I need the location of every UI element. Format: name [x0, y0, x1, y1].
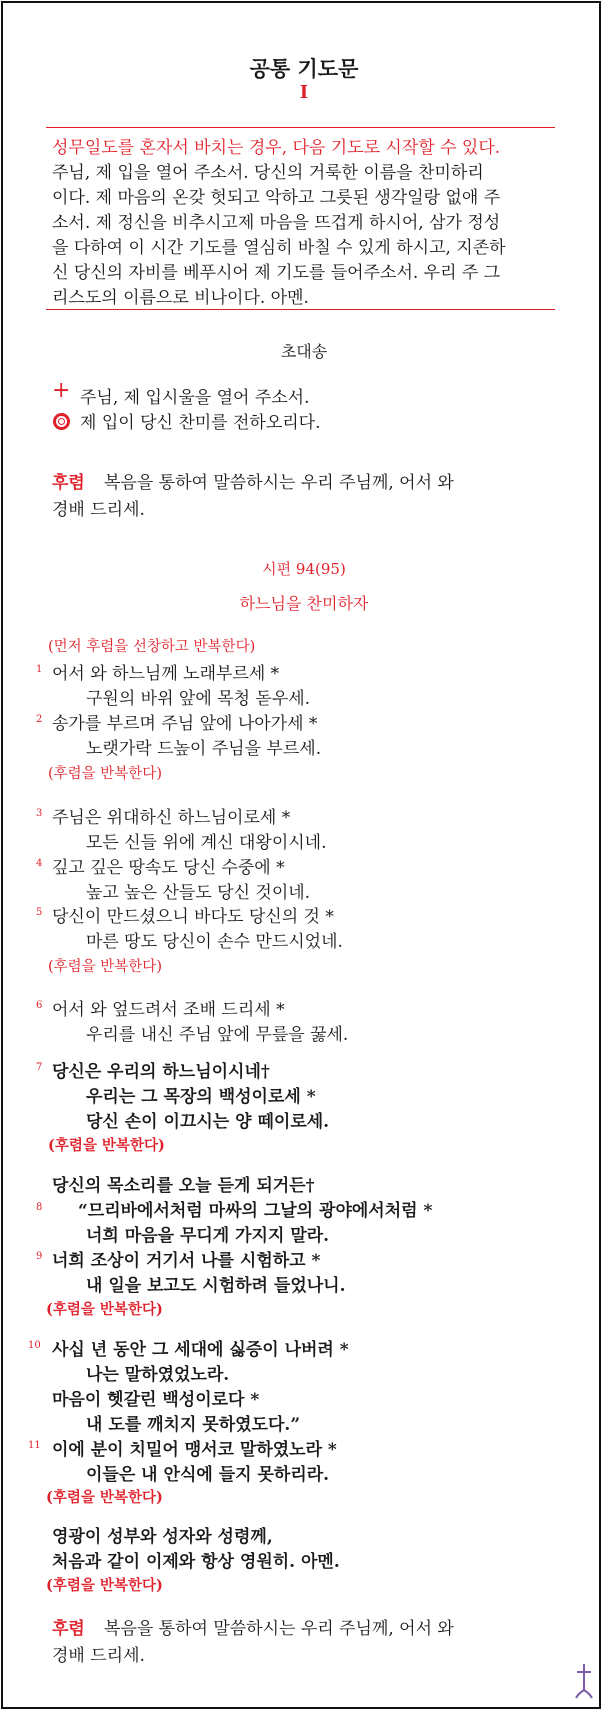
psalm-subtitle: 하느님을 찬미하자: [239, 594, 369, 613]
opening-line: 이다. 제 마음의 온갖 헛되고 악하고 그릇된 생각일랑 없애 주: [52, 188, 501, 208]
verse-number: 3: [36, 808, 43, 819]
psalm-line: 당신의 목소리를 오늘 듣게 되거든†: [52, 1176, 315, 1196]
verse-number: 4: [36, 858, 43, 869]
doxology-line: 영광이 성부와 성자와 성령께,: [52, 1527, 273, 1547]
verse-number: 2: [36, 714, 43, 725]
cross-icon: +: [52, 378, 71, 403]
opening-line: 주님, 제 입을 열어 주소서. 당신의 거룩한 이름을 찬미하리: [52, 163, 484, 183]
opening-line: 신 당신의 자비를 베푸시어 제 기도를 들어주소서. 우리 주 그: [52, 263, 501, 283]
psalm-line: 마음이 헷갈린 백성이로다 *: [52, 1390, 260, 1410]
psalm-line: 나는 말하였었노라.: [86, 1365, 230, 1385]
verse-number: 11: [28, 1440, 41, 1451]
opening-instruction: 성무일도를 혼자서 바치는 경우, 다음 기도로 시작할 수 있다.: [52, 138, 501, 158]
verse-number: 1: [36, 664, 43, 675]
doxology-line: 처음과 같이 이제와 항상 영원히. 아멘.: [52, 1552, 340, 1572]
psalm-line: 어서 와 엎드려서 조배 드리세 *: [52, 1000, 285, 1020]
verse-number: 10: [28, 1340, 41, 1351]
psalm-line: 주님은 위대하신 하느님이로세 *: [52, 808, 291, 828]
rubric: (후렴을 반복한다): [48, 959, 162, 975]
psalm-line: 구원의 바위 앞에 목청 돋우세.: [86, 689, 311, 709]
rubric: (후렴을 반복한다): [46, 1301, 163, 1318]
rubric: (후렴을 반복한다): [48, 766, 162, 782]
response-text: 제 입이 당신 찬미를 전하오리다.: [80, 413, 321, 433]
bottom-rule: [46, 309, 555, 310]
psalm-line: 깊고 깊은 땅속도 당신 수중에 *: [52, 858, 285, 878]
rubric: (후렴을 반복한다): [46, 1489, 163, 1506]
psalm-line: 너희 마음을 무디게 가지지 말라.: [86, 1226, 330, 1246]
corner-mark-icon: [572, 1660, 596, 1700]
antiphon-text: 경배 드리세.: [52, 1646, 145, 1666]
antiphon-text: 경배 드리세.: [52, 500, 145, 520]
psalm-line: 당신이 만드셨으니 바다도 당신의 것 *: [52, 907, 334, 927]
psalm-line: “므리바에서처럼 마싸의 그날의 광야에서처럼 *: [78, 1201, 433, 1221]
rubric: (후렴을 반복한다): [46, 1577, 163, 1594]
opening-line: 을 다하여 이 시간 기도를 열심히 바칠 수 있게 하시고, 지존하: [52, 238, 506, 258]
psalm-line: 당신은 우리의 하느님이시네†: [52, 1062, 270, 1082]
top-rule: [46, 127, 555, 128]
psalm-line: 어서 와 하느님께 노래부르세 *: [52, 664, 280, 684]
verse-number: 7: [36, 1062, 43, 1073]
psalm-number: 시편 94(95): [262, 560, 346, 578]
opening-line: 소서. 제 정신을 비추시고제 마음을 뜨겁게 하시어, 삼가 정성: [52, 213, 501, 233]
psalm-line: 모든 신들 위에 계신 대왕이시네.: [86, 833, 327, 853]
psalm-line: 당신 손이 이끄시는 양 떼이로세.: [86, 1112, 330, 1132]
psalm-line: 우리를 내신 주님 앞에 무릎을 꿇세.: [86, 1025, 349, 1045]
rubric: (먼저 후렴을 선창하고 반복한다): [48, 639, 256, 655]
psalm-line: 송가를 부르며 주님 앞에 나아가세 *: [52, 714, 318, 734]
verse-number: 5: [36, 907, 43, 918]
antiphon-text: 복음을 통하여 말씀하시는 우리 주님께, 어서 와: [104, 473, 454, 493]
antiphon-text: 복음을 통하여 말씀하시는 우리 주님께, 어서 와: [104, 1619, 454, 1639]
psalm-line: 높고 높은 산들도 당신 것이네.: [86, 883, 311, 903]
verse-number: 9: [36, 1251, 43, 1262]
psalm-line: 이에 분이 치밀어 맹서코 말하였노라 *: [52, 1440, 337, 1460]
rubric: (후렴을 반복한다): [48, 1137, 165, 1154]
verse-number: 8: [36, 1202, 43, 1213]
psalm-line: 사십 년 동안 그 세대에 싫증이 나버려 *: [52, 1340, 349, 1360]
verse-number: 6: [36, 1000, 43, 1011]
psalm-line: 마른 땅도 당신이 손수 만드시었네.: [86, 932, 343, 952]
ring-icon: [53, 413, 70, 430]
antiphon-label: 후렴: [52, 473, 85, 493]
antiphon-label: 후렴: [52, 1619, 85, 1639]
page-title: 공통 기도문: [249, 57, 359, 81]
psalm-line: 이들은 내 안식에 들지 못하리라.: [86, 1465, 330, 1485]
psalm-line: 우리는 그 목장의 백성이로세 *: [86, 1087, 316, 1107]
versicle-text: 주님, 제 입시울을 열어 주소서.: [80, 388, 310, 408]
psalm-line: 내 일을 보고도 시험하려 들었나니.: [86, 1276, 346, 1296]
section-number: I: [299, 82, 309, 103]
psalm-line: 내 도를 깨치지 못하였도다.”: [86, 1415, 301, 1435]
opening-line: 리스도의 이름으로 비나이다. 아멘.: [52, 288, 309, 308]
psalm-line: 너희 조상이 거기서 나를 시험하고 *: [52, 1251, 321, 1271]
psalm-line: 노랫가락 드높이 주님을 부르세.: [86, 739, 322, 759]
invitatory-heading: 초대송: [280, 342, 328, 361]
